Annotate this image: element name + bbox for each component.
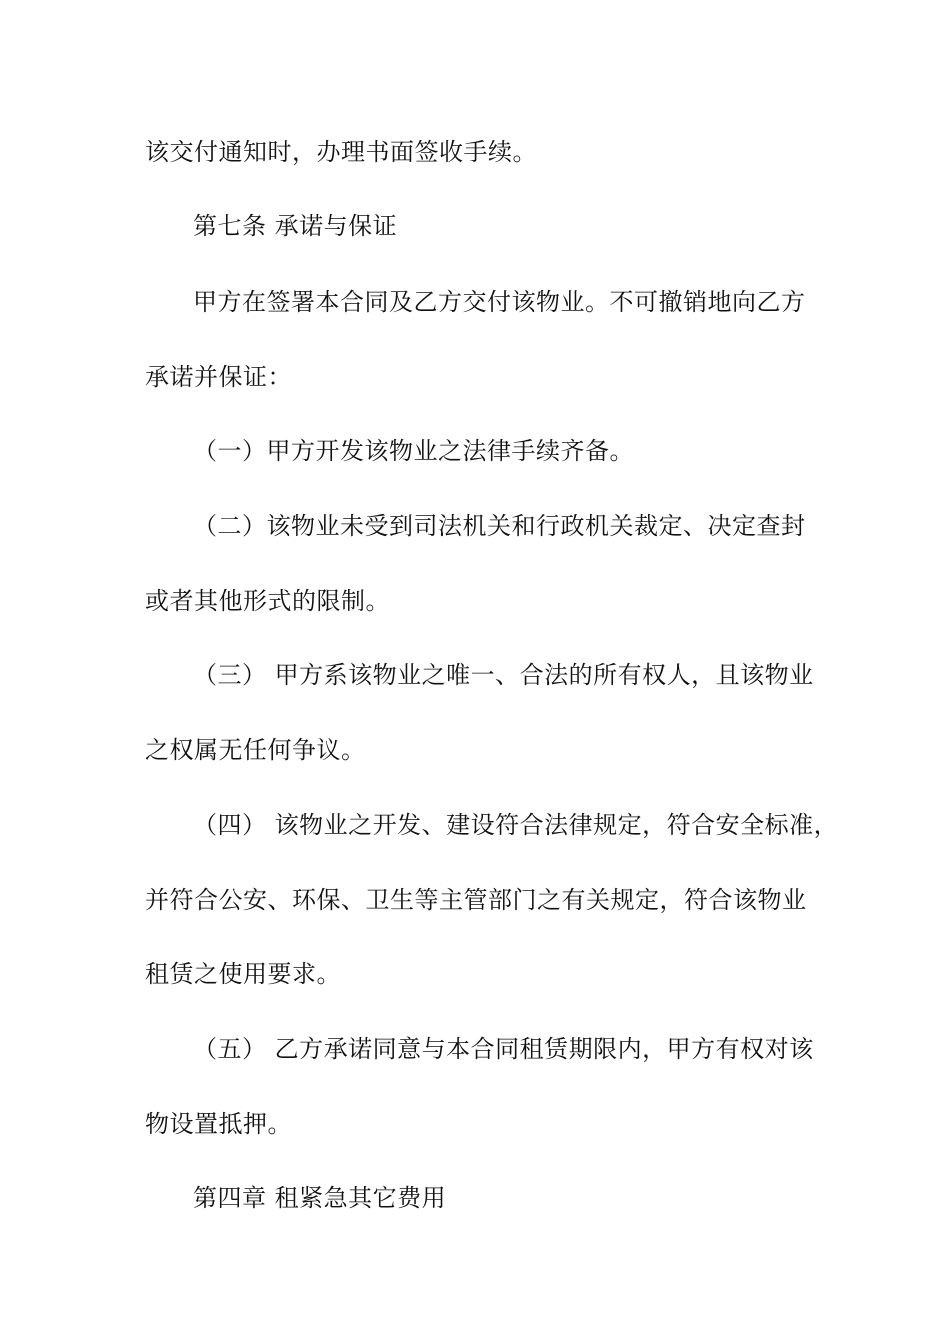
text-line: 并符合公安、环保、卫生等主管部门之有关规定，符合该物业 [145, 886, 807, 914]
text-line: 之权属无任何争议。 [145, 736, 366, 764]
text-line: 物设置抵押。 [145, 1110, 292, 1138]
list-item: （一）甲方开发该物业之法律手续齐备。 [193, 437, 634, 465]
text-line: 承诺并保证： [145, 363, 292, 391]
list-item: （二）该物业未受到司法机关和行政机关裁定、决定查封 [193, 512, 806, 540]
chapter-heading: 第四章 租紧急其它费用 [193, 1184, 447, 1212]
list-item: （三） 甲方系该物业之唯一、合法的所有权人，且该物业 [193, 661, 814, 689]
list-item: （五） 乙方承诺同意与本合同租赁期限内，甲方有权对该 [193, 1035, 814, 1063]
text-line: 甲方在签署本合同及乙方交付该物业。不可撤销地向乙方 [193, 288, 806, 316]
text-line: 租赁之使用要求。 [145, 960, 341, 988]
list-item: （四） 该物业之开发、建设符合法律规定，符合安全标准， [193, 811, 839, 839]
text-line: 该交付通知时，办理书面签收手续。 [145, 138, 537, 166]
article-heading: 第七条 承诺与保证 [193, 212, 398, 240]
text-line: 或者其他形式的限制。 [145, 587, 390, 615]
